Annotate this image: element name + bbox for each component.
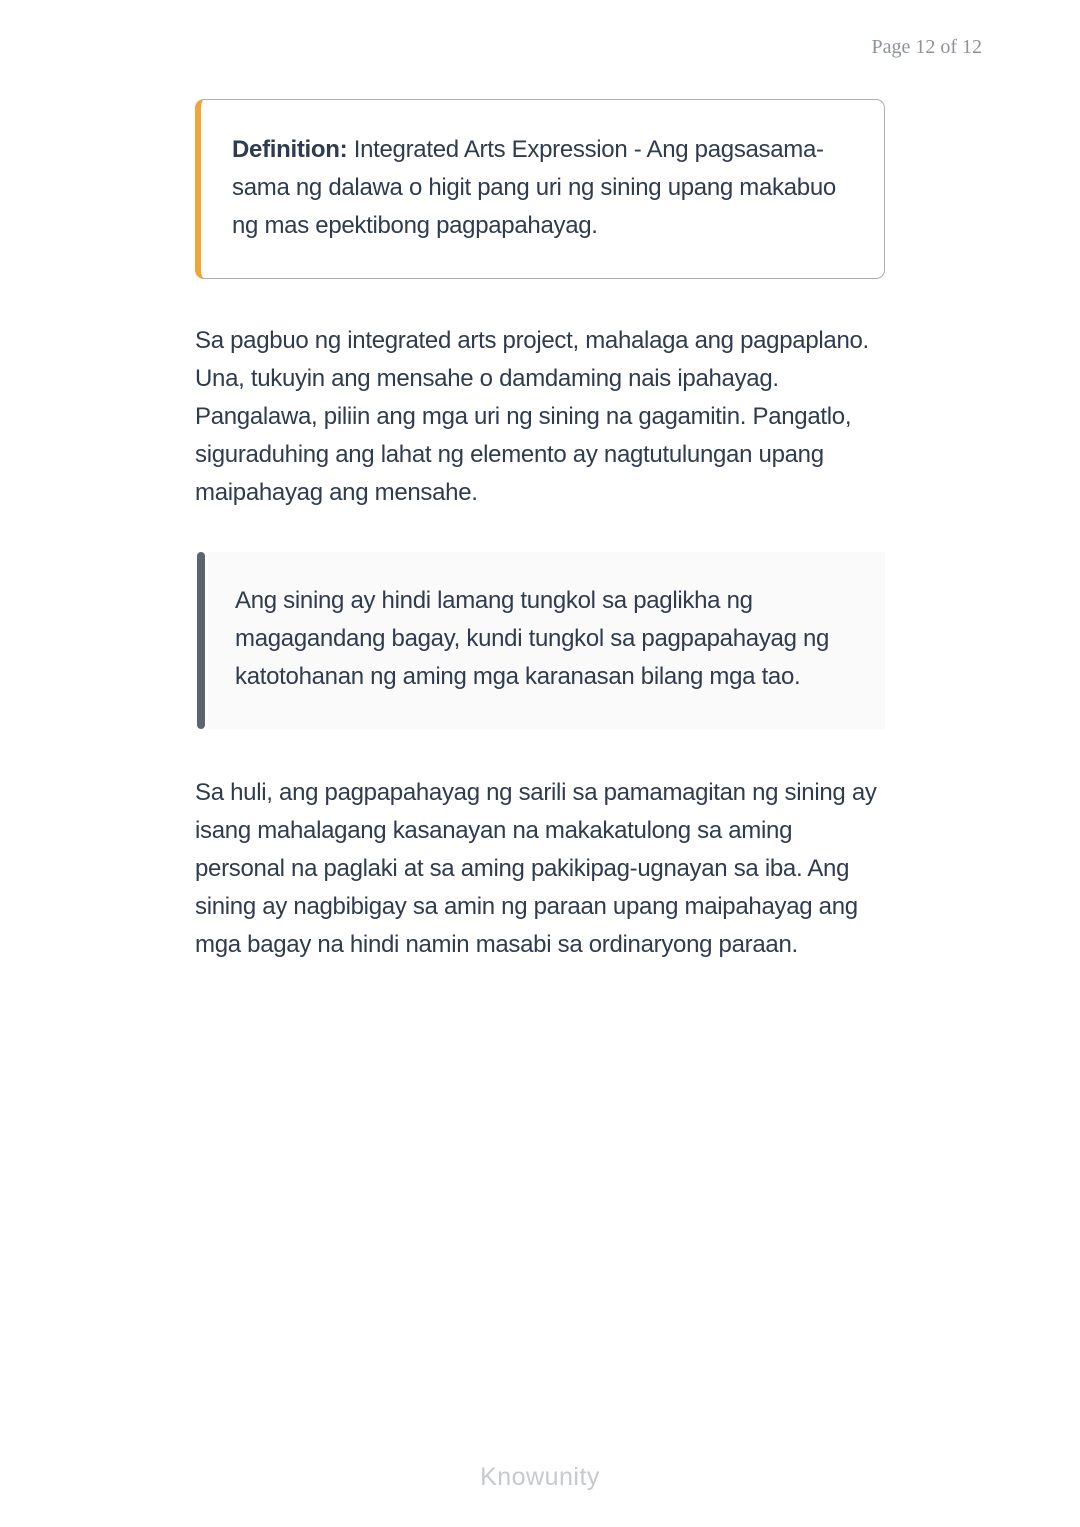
definition-callout (195, 99, 885, 279)
definition-text: Integrated Arts Expression - Ang pagsasama-sama ng dalawa o higit pang uri ng sining upang makabuo ng mas epektibong pagpapahayag. (232, 136, 836, 239)
paragraph-conclusion: Sa huli, ang pagpapahayag ng sarili sa pamamagitan ng sining ay isang mahalagang kasanayan na makakatulong sa aming personal na paglaki at sa aming pakikipag-ugnayan sa iba. Ang sining ay nagbibigay sa amin ng paraan upang maipahayag ang mga bagay na hindi namin masabi sa ordinaryong paraan. (195, 779, 877, 958)
quote-accent-bar (197, 552, 205, 729)
document-content (195, 99, 885, 964)
paragraph-planning: Sa pagbuo ng integrated arts project, mahalaga ang pagpaplano. Una, tukuyin ang mensahe o damdaming nais ipahayag. Pangalawa, piliin ang mga uri ng sining na gagamitin. Pangatlo, siguraduhing ang lahat ng elemento ay nagtutulungan upang maipahayag ang mensahe. (195, 327, 869, 506)
knowunity-watermark: Knowunity (480, 1463, 600, 1491)
quote-text: Ang sining ay hindi lamang tungkol sa paglikha ng magagandang bagay, kundi tungkol sa pagpapahayag ng katotohanan ng aming mga karanasan bilang mga tao. (208, 552, 885, 729)
page-number: Page 12 of 12 (871, 36, 982, 58)
definition-label: Definition: (232, 136, 348, 163)
quote-callout (197, 552, 885, 729)
